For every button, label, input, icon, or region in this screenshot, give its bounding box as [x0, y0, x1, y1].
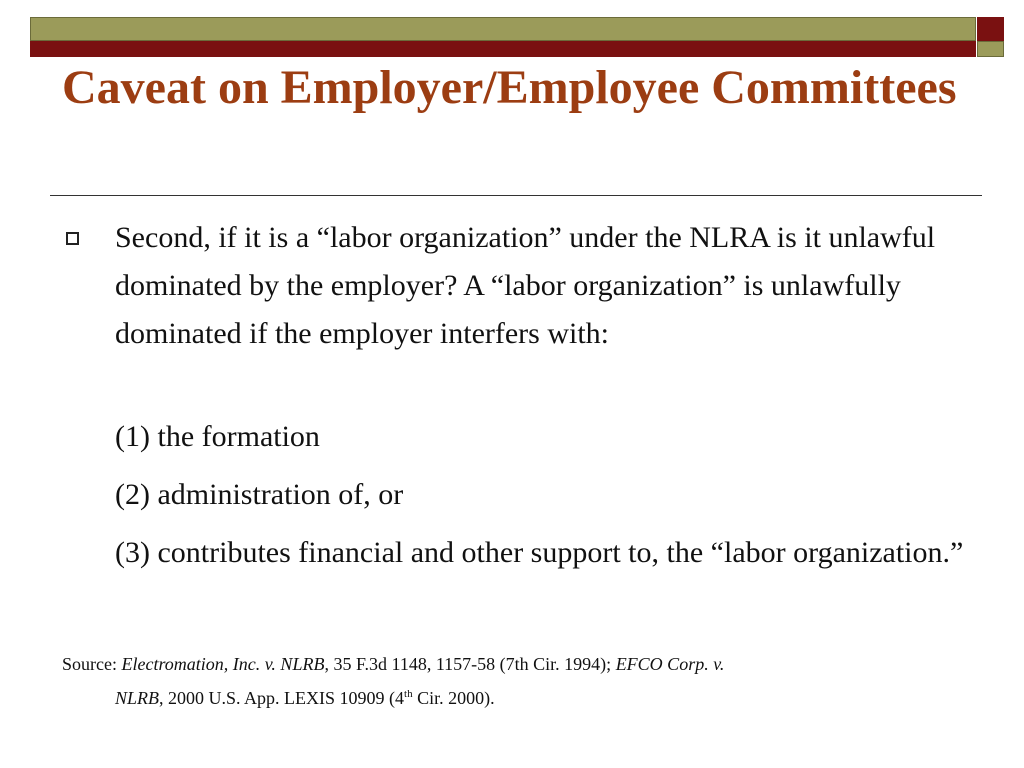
list-item-support: (3) contributes financial and other support to, the “labor organization.”: [115, 536, 964, 569]
source-label: Source:: [62, 654, 122, 674]
header-maroon-square: [977, 17, 1004, 41]
list-item-administration: (2) administration of, or: [115, 478, 404, 511]
citation-efco: , 2000 U.S. App. LEXIS 10909 (4: [159, 688, 405, 708]
title-divider: [50, 195, 982, 196]
citation-electromation: , 35 F.3d 1148, 1157-58 (7th Cir. 1994);: [324, 654, 616, 674]
list-item-formation: (1) the formation: [115, 420, 320, 453]
bullet-text: Second, if it is a “labor organization” under the NLRA is it unlawful dominated by the employer? A “labor organization” is unlawfully dominated if the employer interfers with:: [115, 221, 936, 350]
case-name-efco-part1: EFCO Corp. v.: [615, 654, 725, 674]
case-name-efco-part2: NLRB: [115, 688, 160, 708]
slide-title: Caveat on Employer/Employee Committees: [62, 61, 957, 114]
header-maroon-bar: [30, 41, 976, 57]
header-olive-square: [977, 41, 1004, 57]
source-line-2: [62, 681, 962, 715]
case-name-electromation: Electromation, Inc. v. NLRB: [121, 654, 325, 674]
source-line-1: [62, 647, 962, 681]
square-bullet-icon: [66, 232, 79, 245]
ordinal-suffix: th: [404, 688, 413, 700]
source-citation: [62, 647, 962, 715]
header-olive-bar: [30, 17, 976, 41]
citation-efco-end: Cir. 2000).: [412, 688, 495, 708]
